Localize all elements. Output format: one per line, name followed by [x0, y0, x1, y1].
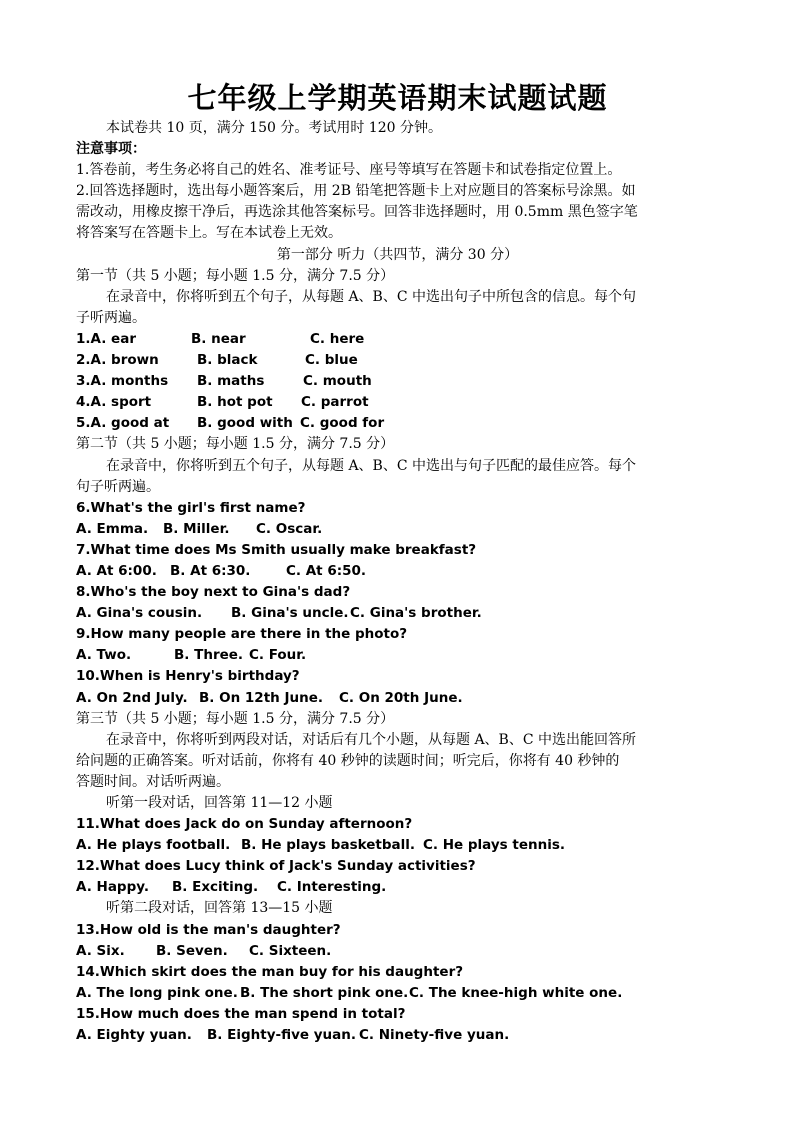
option-b: B. At 6:30.: [170, 562, 251, 579]
section-2-instruction-line-1: 在录音中，你将听到五个句子，从每题 A、B、C 中选出与句子匹配的最佳应答。每个: [106, 457, 637, 474]
question-3-options: [76, 371, 719, 392]
option-b: B. black: [197, 352, 258, 369]
option-c: C. Four.: [249, 647, 307, 664]
part-1-heading: 第一部分 听力（共四节，满分 30 分）: [276, 246, 519, 263]
exam-intro: 本试卷共 10 页，满分 150 分。考试用时 120 分钟。: [106, 120, 442, 136]
option-b: B. near: [191, 330, 246, 347]
option-c: C. On 20th June.: [339, 689, 463, 706]
option-a: A. Six.: [76, 942, 125, 959]
note-1: 1.答卷前，考生务必将自己的姓名、准考证号、座号等填写在答题卡和试卷指定位置上。: [76, 162, 622, 179]
option-c: C. parrot: [301, 394, 369, 411]
question-14-options: [76, 983, 719, 1004]
question-10-options: [76, 688, 719, 709]
option-a: 4.A. sport: [76, 394, 152, 411]
option-a: 2.A. brown: [76, 352, 159, 369]
question-11-options: [76, 835, 719, 856]
option-a: 1.A. ear: [76, 330, 136, 347]
question-7: 7.What time does Ms Smith usually make breakfast?: [76, 541, 477, 558]
option-a: A. Emma.: [76, 520, 149, 537]
question-9-options: [76, 645, 719, 666]
question-5-options: [76, 413, 719, 434]
option-c: C. The knee-high white one.: [409, 984, 623, 1001]
question-12-options: [76, 877, 719, 898]
option-b: B. On 12th June.: [199, 689, 323, 706]
option-c: C. At 6:50.: [286, 562, 367, 579]
section-1-instruction-line-1: 在录音中，你将听到五个句子，从每题 A、B、C 中选出句子中所包含的信息。每个句: [106, 288, 637, 305]
option-b: B. Miller.: [163, 520, 230, 537]
option-a: A. Eighty yuan.: [76, 1027, 192, 1044]
option-c: C. blue: [305, 352, 358, 369]
option-a: 3.A. months: [76, 373, 169, 390]
question-8: 8.Who's the boy next to Gina's dad?: [76, 584, 351, 601]
option-b: B. Seven.: [156, 942, 228, 959]
exam-page: [76, 78, 719, 1046]
section-3-instruction-line-1: 在录音中，你将听到两段对话，对话后有几个小题，从每题 A、B、C 中选出能回答所: [106, 731, 637, 748]
question-1-options: [76, 329, 719, 350]
option-c: C. here: [310, 330, 365, 347]
question-9: 9.How many people are there in the photo?: [76, 626, 408, 643]
option-c: C. good for: [300, 415, 385, 432]
option-b: B. good with: [197, 415, 293, 432]
page-title: 七年级上学期英语期末试题试题: [187, 81, 608, 115]
option-a: A. Two.: [76, 647, 132, 664]
option-b: B. maths: [197, 373, 265, 390]
notes-title: 注意事项：: [76, 141, 146, 158]
question-14: 14.Which skirt does the man buy for his daughter?: [76, 963, 464, 980]
question-13: 13.How old is the man's daughter?: [76, 921, 341, 938]
option-b: B. The short pink one.: [240, 984, 409, 1001]
option-a: A. He plays football.: [76, 837, 231, 854]
option-a: A. At 6:00.: [76, 562, 157, 579]
section-3-instruction-line-2: 给问题的正确答案。听对话前，你将有 40 秒钟的读题时间；听完后，你将有 40 秒钟的: [76, 752, 620, 769]
question-13-options: [76, 941, 719, 962]
dialog-2-heading: 听第二段对话，回答第 13—15 小题: [106, 900, 333, 917]
question-15: 15.How much does the man spend in total?: [76, 1005, 406, 1022]
question-6: 6.What's the girl's first name?: [76, 499, 306, 516]
option-a: 5.A. good at: [76, 415, 170, 432]
section-1-instruction-line-2: 子听两遍。: [76, 309, 146, 326]
option-b: B. He plays basketball.: [241, 837, 415, 854]
question-12: 12.What does Lucy think of Jack's Sunday activities?: [76, 858, 476, 875]
option-c: C. mouth: [303, 373, 372, 390]
option-c: C. Oscar.: [256, 520, 323, 537]
question-7-options: [76, 561, 719, 582]
section-3-instruction-line-3: 答题时间。对话听两遍。: [76, 773, 230, 790]
note-2-line-1: 2.回答选择题时，选出每小题答案后，用 2B 铅笔把答题卡上对应题目的答案标号涂黑。如: [76, 183, 636, 200]
question-11: 11.What does Jack do on Sunday afternoon?: [76, 816, 413, 833]
option-a: A. The long pink one.: [76, 984, 238, 1001]
option-c: C. Ninety-five yuan.: [359, 1027, 510, 1044]
option-c: C. He plays tennis.: [423, 837, 566, 854]
option-a: A. Gina's cousin.: [76, 605, 203, 622]
option-a: A. Happy.: [76, 879, 149, 896]
option-b: B. Exciting.: [172, 879, 259, 896]
option-b: B. Eighty-five yuan.: [207, 1027, 357, 1044]
question-15-options: [76, 1025, 719, 1046]
option-c: C. Gina's brother.: [350, 605, 482, 622]
note-2-line-3: 将答案写在答题卡上。写在本试卷上无效。: [76, 225, 342, 242]
section-2-title: 第二节（共 5 小题；每小题 1.5 分，满分 7.5 分）: [76, 436, 395, 453]
dialog-1-heading: 听第一段对话，回答第 11—12 小题: [106, 795, 333, 811]
option-a: A. On 2nd July.: [76, 689, 188, 706]
option-b: B. Three.: [174, 647, 244, 664]
question-8-options: [76, 603, 719, 624]
section-2-instruction-line-2: 句子听两遍。: [76, 478, 160, 495]
question-2-options: [76, 350, 719, 371]
note-2-line-2: 需改动，用橡皮擦干净后，再选涂其他答案标号。回答非选择题时，用 0.5mm 黑色签字笔: [76, 204, 638, 221]
question-10: 10.When is Henry's birthday?: [76, 668, 300, 685]
option-b: B. Gina's uncle.: [231, 605, 349, 622]
section-1-title: 第一节（共 5 小题；每小题 1.5 分，满分 7.5 分）: [76, 267, 395, 284]
question-4-options: [76, 392, 719, 413]
option-c: C. Interesting.: [277, 879, 387, 896]
question-6-options: [76, 519, 719, 540]
option-b: B. hot pot: [197, 394, 273, 411]
option-c: C. Sixteen.: [249, 942, 332, 959]
section-3-title: 第三节（共 5 小题；每小题 1.5 分，满分 7.5 分）: [76, 710, 395, 727]
